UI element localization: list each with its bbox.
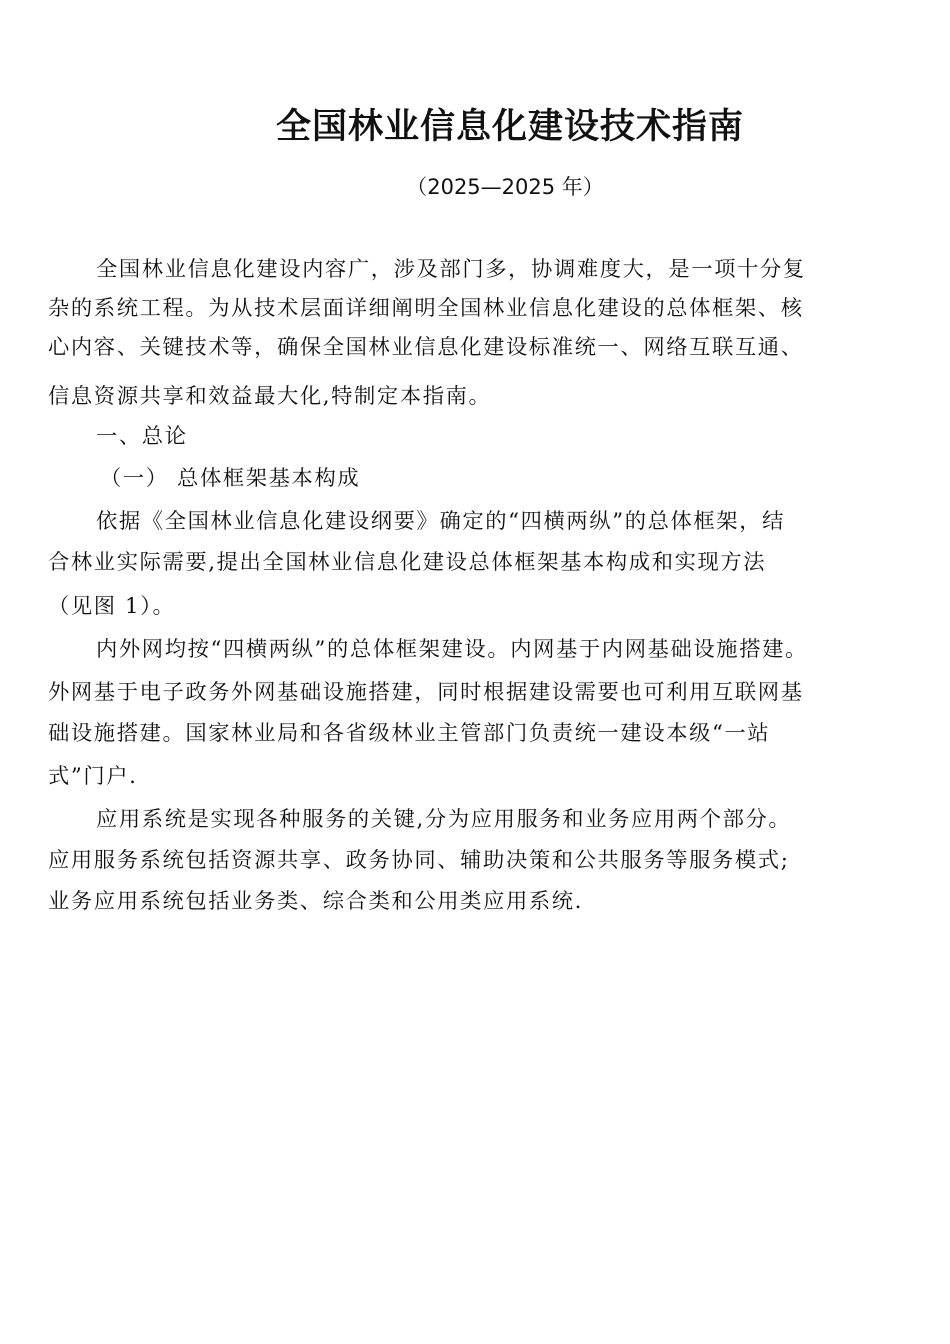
paragraph-applications-line-1: 应用系统是实现各种服务的关键,分为应用服务和业务应用两个部分。: [96, 807, 792, 832]
paragraph-framework-line-2: 合林业实际需要,提出全国林业信息化建设总体框架基本构成和实现方法: [48, 550, 767, 575]
paragraph-applications-line-3: 业务应用系统包括业务类、综合类和公用类应用系统.: [48, 889, 583, 914]
paragraph-framework-line-1: 依据《全国林业信息化建设纲要》确定的“四横两纵”的总体框架，结: [96, 509, 785, 534]
section-heading-general: 一、总论: [96, 424, 188, 449]
paragraph-intro-line-1: 全国林业信息化建设内容广，涉及部门多，协调难度大，是一项十分复: [96, 257, 806, 282]
paragraph-network-line-1: 内外网均按“四横两纵”的总体框架建设。内网基于内网基础设施搭建。: [96, 637, 808, 662]
paragraph-intro-line-2: 杂的系统工程。为从技术层面详细阐明全国林业信息化建设的总体框架、核: [48, 296, 804, 321]
document-subtitle: （2025—2025 年）: [406, 175, 604, 199]
paragraph-applications-line-2: 应用服务系统包括资源共享、政务协同、辅助决策和公共服务等服务模式;: [48, 848, 790, 873]
paragraph-framework-line-3: （见图 1）。: [48, 594, 176, 619]
document-title: 全国林业信息化建设技术指南: [275, 107, 744, 147]
paragraph-intro-line-4: 信息资源共享和效益最大化,特制定本指南。: [48, 384, 492, 409]
paragraph-network-line-3: 础设施搭建。国家林业局和各省级林业主管部门负责统一建设本级“一站: [48, 721, 771, 746]
paragraph-network-line-4: 式”门户.: [48, 764, 138, 789]
paragraph-intro-line-3: 心内容、关键技术等，确保全国林业信息化建设标准统一、网络互联互通、: [48, 335, 804, 360]
paragraph-network-line-2: 外网基于电子政务外网基础设施搭建，同时根据建设需要也可利用互联网基: [48, 680, 804, 705]
subsection-heading-framework: （一） 总体框架基本构成: [100, 466, 361, 491]
